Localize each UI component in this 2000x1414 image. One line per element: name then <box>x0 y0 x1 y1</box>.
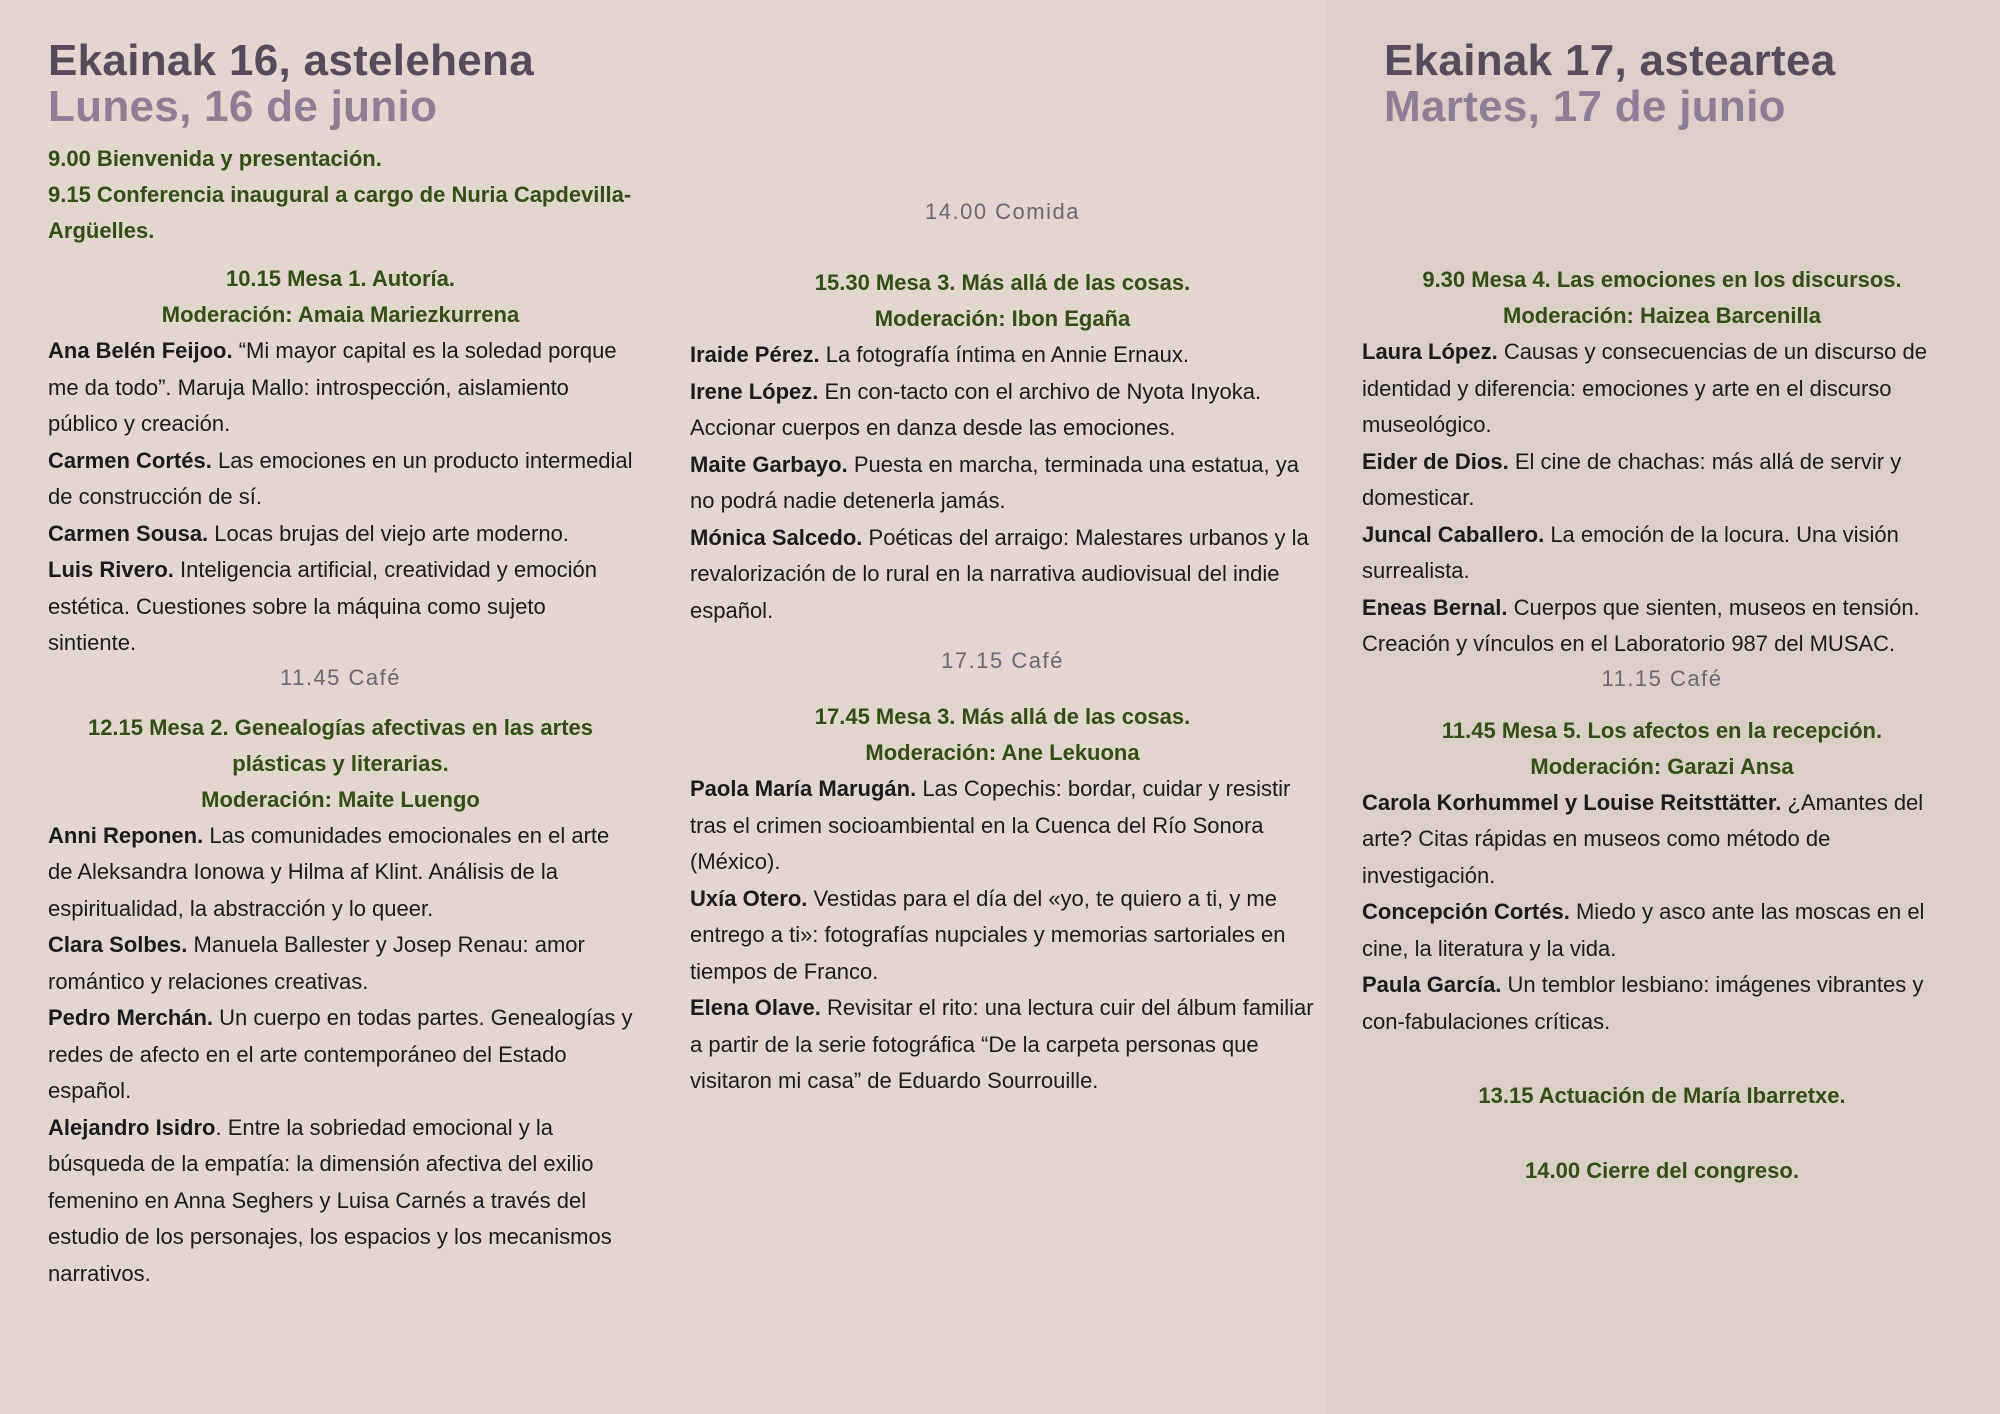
talk-item <box>1362 517 1962 590</box>
talk-speaker: Irene López. <box>690 378 819 404</box>
talk-item <box>48 333 633 443</box>
talk-speaker: Laura López. <box>1362 339 1498 364</box>
talk-item <box>690 881 1315 991</box>
talk-speaker: Eneas Bernal. <box>1362 594 1508 620</box>
talk-title: En con-tacto con el archivo de Nyota Inyoka. Accionar cuerpos en danza desde las emociones. <box>690 378 1262 440</box>
talk-title: Las Copechis: bordar, cuidar y resistir tras el crimen socioambiental en la Cuenca del Río Sonora (México). <box>690 776 1291 874</box>
talk-speaker: Concepción Cortés. <box>1362 899 1570 924</box>
talk-item <box>690 990 1315 1100</box>
talk-title: Inteligencia artificial, creatividad y emoción estética. Cuestiones sobre la máquina como sujeto sintiente. <box>48 557 598 655</box>
talk-item <box>690 520 1315 630</box>
mesa4-title: 9.30 Mesa 4. Las emociones en los discursos. <box>1422 267 1902 292</box>
talk-item <box>1362 894 1962 967</box>
day1-title: Ekainak 16, astelehena <box>48 36 535 85</box>
day2-subtitle: Martes, 17 de junio <box>1384 82 1786 131</box>
talk-title: Puesta en marcha, terminada una estatua, ya no podrá nadie detenerla jamás. <box>690 451 1299 513</box>
talk-item <box>48 552 633 662</box>
day1-afternoon-column <box>690 0 1315 1100</box>
talk-title: Revisitar el rito: una lectura cuir del álbum familiar a partir de la serie fotográfica “De la carpeta personas que visitaron mi casa” de Eduardo Sourrouille. <box>690 995 1314 1093</box>
coffee-break: 11.15 Café <box>1601 665 1723 691</box>
talk-title: Las comunidades emocionales en el arte de Aleksandra Ionowa y Hilma af Klint. Análisis de la espiritualidad, la abstracción y lo queer. <box>48 822 610 921</box>
talk-title: “Mi mayor capital es la soledad porque me da todo”. Maruja Mallo: introspección, aislamiento público y creación. <box>48 338 617 436</box>
closing-item: 14.00 Cierre del congreso. <box>1525 1158 1799 1183</box>
talk-item <box>48 516 633 553</box>
welcome-item: 9.00 Bienvenida y presentación. <box>48 146 382 171</box>
talk-title: Un cuerpo en todas partes. Genealogías y redes de afecto en el arte contemporáneo del Estado español. <box>48 1005 633 1103</box>
talk-item <box>690 771 1315 881</box>
inaugural-lecture-item: 9.15 Conferencia inaugural a cargo de Nuria Capdevilla-Argüelles. <box>48 182 632 243</box>
lunch-break: 14.00 Comida <box>925 199 1080 224</box>
mesa5-block <box>1362 713 1962 1041</box>
talk-speaker: Carola Korhummel y Louise Reitsttätter. <box>1362 789 1782 815</box>
talk-speaker: Iraide Pérez. <box>690 342 820 367</box>
talk-speaker: Paula García. <box>1362 972 1502 997</box>
day1-subtitle: Lunes, 16 de junio <box>48 82 438 131</box>
talk-title: Cuerpos que sienten, museos en tensión. Creación y vínculos en el Laboratorio 987 del MUSAC. <box>1362 594 1920 656</box>
mesa3a-moderation: Moderación: Ibon Egaña <box>874 306 1131 331</box>
talk-title: Locas brujas del viejo arte moderno. <box>214 520 569 546</box>
talk-speaker: Carmen Cortés. <box>48 447 212 473</box>
day1-morning-column <box>48 0 633 1292</box>
talk-title: Causas y consecuencias de un discurso de identidad y diferencia: emociones y arte en el discurso museológico. <box>1362 339 1927 437</box>
mesa5-moderation: Moderación: Garazi Ansa <box>1530 753 1794 779</box>
mesa1-block <box>48 261 633 662</box>
talk-item <box>1362 785 1962 895</box>
talk-speaker: Ana Belén Feijoo. <box>48 338 233 363</box>
talk-item <box>48 1000 633 1110</box>
talk-title: ¿Amantes del arte? Citas rápidas en museos como método de investigación. <box>1362 789 1924 888</box>
day2-title: Ekainak 17, asteartea <box>1384 36 1836 85</box>
coffee-break: 11.45 Café <box>279 664 401 690</box>
talk-speaker: Clara Solbes. <box>48 932 188 957</box>
day2-column <box>1362 0 1962 1189</box>
talk-speaker: Uxía Otero. <box>690 885 808 911</box>
mesa2-moderation: Moderación: Maite Luengo <box>201 786 480 812</box>
mesa2-block <box>48 710 633 1293</box>
mesa4-moderation: Moderación: Haizea Barcenilla <box>1503 303 1821 328</box>
talk-item <box>690 374 1315 447</box>
talk-speaker: Anni Reponen. <box>48 822 204 848</box>
talk-title: La fotografía íntima en Annie Ernaux. <box>825 342 1190 367</box>
talk-item <box>48 927 633 1000</box>
talk-title: Las emociones en un producto intermedial de construcción de sí. <box>48 447 633 509</box>
talk-item <box>1362 334 1962 444</box>
talk-speaker: Mónica Salcedo. <box>690 524 863 550</box>
mesa3b-block <box>690 699 1315 1100</box>
talk-title: El cine de chachas: más allá de servir y domesticar. <box>1362 448 1902 510</box>
talk-title: Poéticas del arraigo: Malestares urbanos y la revalorización de lo rural en la narrativa audiovisual del indie español. <box>690 524 1309 623</box>
talk-item <box>1362 590 1962 663</box>
talk-title: Un temblor lesbiano: imágenes vibrantes y con-fabulaciones críticas. <box>1362 972 1924 1034</box>
mesa3b-moderation: Moderación: Ane Lekuona <box>865 740 1140 765</box>
talk-item <box>1362 967 1962 1040</box>
talk-title: Miedo y asco ante las moscas en el cine, la literatura y la vida. <box>1362 899 1925 961</box>
coffee-break: 17.15 Café <box>941 648 1064 673</box>
talk-item <box>48 1110 633 1293</box>
talk-speaker: Alejandro Isidro <box>48 1114 216 1140</box>
talk-speaker: Luis Rivero. <box>48 557 174 582</box>
mesa3b-title: 17.45 Mesa 3. Más allá de las cosas. <box>814 704 1191 729</box>
mesa1-title: 10.15 Mesa 1. Autoría. <box>225 266 456 291</box>
talk-item <box>48 443 633 516</box>
mesa3a-block <box>690 265 1315 629</box>
talk-speaker: Carmen Sousa. <box>48 520 209 546</box>
talk-title: La emoción de la locura. Una visión surrealista. <box>1362 521 1899 583</box>
mesa2-title: 12.15 Mesa 2. Genealogías afectivas en las artes plásticas y literarias. <box>87 714 594 776</box>
mesa4-block <box>1362 262 1962 663</box>
talk-speaker: Paola María Marugán. <box>690 776 917 801</box>
talk-speaker: Juncal Caballero. <box>1362 521 1545 547</box>
mesa1-moderation: Moderación: Amaia Mariezkurrena <box>161 302 520 327</box>
talk-title: Manuela Ballester y Josep Renau: amor romántico y relaciones creativas. <box>48 932 585 994</box>
performance-item: 13.15 Actuación de María Ibarretxe. <box>1478 1083 1846 1108</box>
talk-speaker: Pedro Merchán. <box>48 1005 214 1030</box>
talk-speaker: Elena Olave. <box>690 995 821 1020</box>
talk-speaker: Maite Garbayo. <box>690 451 848 477</box>
talk-title: . Entre la sobriedad emocional y la búsqueda de la empatía: la dimensión afectiva del exilio femenino en Anna Seghers y Luisa Carnés a través del estudio de los personajes, los espacios y los mecanismos narrativos. <box>48 1114 612 1286</box>
mesa5-title: 11.45 Mesa 5. Los afectos en la recepción. <box>1441 717 1883 743</box>
mesa3a-title: 15.30 Mesa 3. Más allá de las cosas. <box>814 270 1191 295</box>
talk-title: Vestidas para el día del «yo, te quiero a ti, y me entrego a ti»: fotografías nupciales y memorias sartoriales en tiempos de Franco. <box>690 885 1286 984</box>
talk-speaker: Eider de Dios. <box>1362 448 1509 474</box>
talk-item <box>690 447 1315 520</box>
talk-item <box>48 818 633 928</box>
talk-item <box>690 337 1315 374</box>
talk-item <box>1362 444 1962 517</box>
